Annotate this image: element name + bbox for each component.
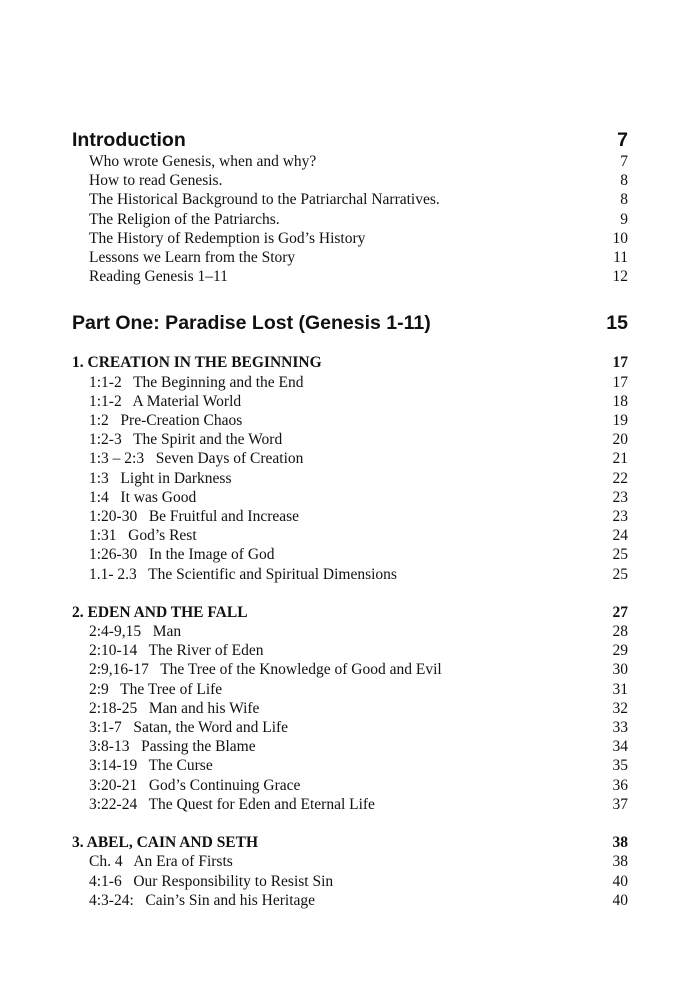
entry-page: 9 [620,210,628,228]
entry-label: Reading Genesis 1–11 [89,268,228,286]
entry-label: 1:1-2 A Material World [89,392,242,410]
entry-label: 1.1- 2.3 The Scientific and Spiritual Dimensions [89,565,397,583]
toc-entry [72,795,628,814]
entry-label: The History of Redemption is God’s History [89,229,366,247]
entry-label: 2:9,16-17 The Tree of the Knowledge of Good and Evil [89,661,442,679]
entry-page: 19 [612,412,628,430]
toc-entry [72,718,628,737]
entry-page: 36 [612,776,628,794]
entry-page: 17 [612,373,628,391]
entry-label: 1:20-30 Be Fruitful and Increase [89,508,300,526]
entry-label: Ch. 4 An Era of Firsts [89,853,233,871]
toc-entry [72,526,628,545]
entry-label: 2:9 The Tree of Life [89,680,223,698]
heading-page: 7 [617,129,628,151]
toc-entry [72,507,628,526]
toc-entry [72,622,628,641]
entry-label: 3:8-13 Passing the Blame [89,738,256,756]
entry-page: 22 [612,469,628,487]
toc-entry [72,641,628,660]
toc-chapter-2 [72,603,628,622]
entry-page: 11 [613,249,628,267]
entry-label: 1:26-30 In the Image of God [89,546,275,564]
entry-page: 8 [620,191,628,209]
entry-page: 23 [612,508,628,526]
entry-label: 3:20-21 God’s Continuing Grace [89,776,301,794]
toc-entry [72,488,628,507]
chapter-page: 17 [612,354,628,372]
toc-entry [72,660,628,679]
entry-page: 18 [612,392,628,410]
chapter-title: 1. CREATION IN THE BEGINNING [72,354,322,372]
chapter-page: 38 [612,834,628,852]
chapter-title: 2. EDEN AND THE FALL [72,603,248,621]
entry-label: 4:1-6 Our Responsibility to Resist Sin [89,872,334,890]
entry-label: 1:2 Pre-Creation Chaos [89,412,243,430]
toc-entry [72,229,628,248]
entry-page: 7 [620,153,628,170]
toc-entry [72,469,628,488]
entry-label: How to read Genesis. [89,172,223,190]
entry-label: 1:1-2 The Beginning and the End [89,373,304,391]
heading-title: Introduction [72,129,186,151]
entry-page: 31 [612,680,628,698]
entry-page: 24 [612,527,628,545]
toc-chapter-3 [72,833,628,852]
toc-entry [72,392,628,411]
toc-heading-introduction [72,128,628,152]
toc-entry [72,891,628,910]
entry-page: 28 [612,623,628,641]
entry-label: The Historical Background to the Patriarchal Narratives. [89,191,440,209]
chapter-page: 27 [612,603,628,621]
entry-page: 12 [612,268,628,286]
entry-page: 38 [612,853,628,871]
entry-label: 1:31 God’s Rest [89,527,197,545]
entry-label: 3:14-19 The Curse [89,757,213,775]
entry-label: 2:4-9,15 Man [89,623,182,641]
toc-entry [72,737,628,756]
entry-label: 1:3 – 2:3 Seven Days of Creation [89,450,304,468]
entry-page: 30 [612,661,628,679]
toc-entry [72,872,628,891]
entry-page: 25 [612,546,628,564]
entry-label: 2:18-25 Man and his Wife [89,699,260,717]
entry-label: 2:10-14 The River of Eden [89,642,264,660]
entry-page: 32 [612,699,628,717]
entry-label: Who wrote Genesis, when and why? [89,153,317,170]
entry-page: 21 [612,450,628,468]
entry-label: Lessons we Learn from the Story [89,249,296,267]
entry-page: 25 [612,565,628,583]
toc-entry [72,680,628,699]
toc-entry [72,449,628,468]
toc-entry [72,267,628,286]
entry-label: 3:1-7 Satan, the Word and Life [89,719,289,737]
toc-entry [72,190,628,209]
entry-page: 35 [612,757,628,775]
table-of-contents [72,128,628,910]
toc-entry [72,699,628,718]
entry-label: 1:2-3 The Spirit and the Word [89,431,283,449]
toc-entry [72,756,628,775]
entry-page: 10 [612,229,628,247]
entry-page: 23 [612,488,628,506]
entry-page: 40 [612,891,628,909]
toc-entry [72,852,628,871]
toc-entry [72,430,628,449]
entry-label: 1:3 Light in Darkness [89,469,232,487]
entry-page: 33 [612,719,628,737]
entry-page: 40 [612,872,628,890]
toc-entry [72,411,628,430]
toc-entry [72,171,628,190]
toc-chapter-1 [72,353,628,372]
toc-entry [72,152,628,171]
entry-label: The Religion of the Patriarchs. [89,210,280,228]
chapter-title: 3. ABEL, CAIN AND SETH [72,834,259,852]
entry-page: 34 [612,738,628,756]
toc-entry [72,776,628,795]
toc-entry [72,373,628,392]
entry-label: 4:3-24: Cain’s Sin and his Heritage [89,891,316,909]
toc-entry [72,248,628,267]
entry-page: 29 [612,642,628,660]
entry-label: 1:4 It was Good [89,488,197,506]
toc-heading-part-one [72,311,628,335]
entry-label: 3:22-24 The Quest for Eden and Eternal Life [89,795,375,813]
toc-entry [72,565,628,584]
entry-page: 8 [620,172,628,190]
heading-page: 15 [606,312,628,335]
heading-title: Part One: Paradise Lost (Genesis 1-11) [72,312,431,335]
entry-page: 37 [612,795,628,813]
toc-entry [72,545,628,564]
entry-page: 20 [612,431,628,449]
toc-entry [72,210,628,229]
